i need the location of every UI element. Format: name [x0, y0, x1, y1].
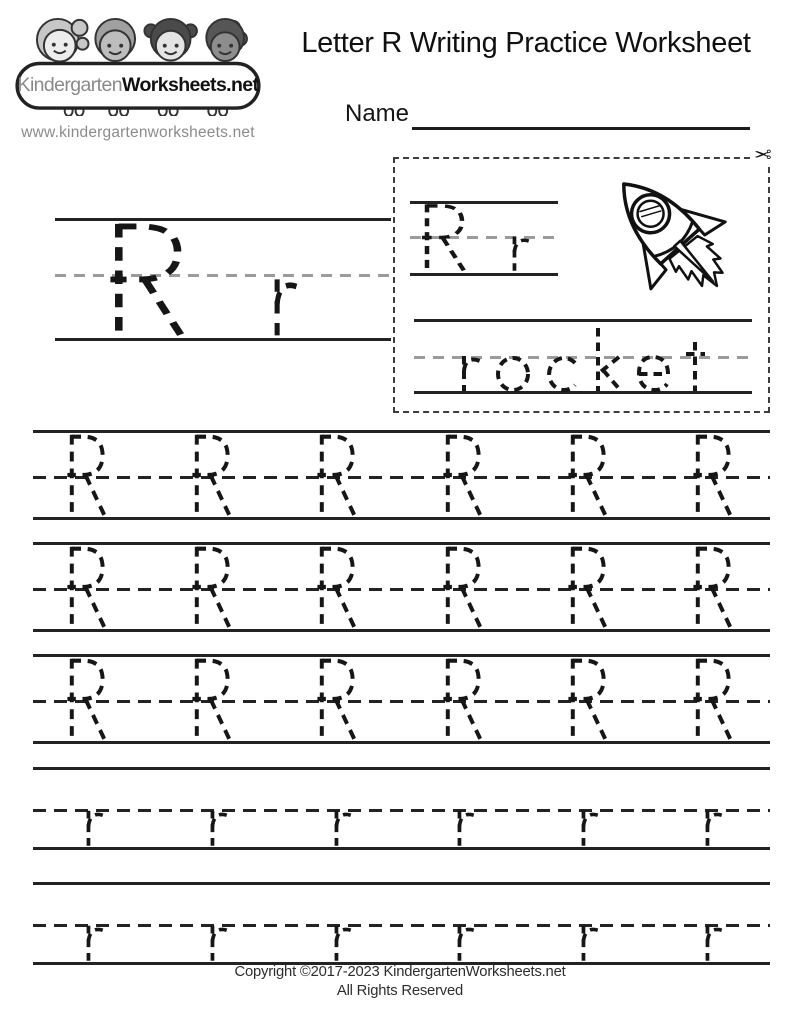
footer [0, 963, 800, 1000]
trace-letter-R [188, 544, 232, 630]
trace-letter-R [689, 544, 733, 630]
page-title: Letter R Writing Practice Worksheet [301, 27, 751, 59]
trace-letter-r [329, 923, 357, 963]
trace-letters [33, 882, 770, 965]
trace-letter-R [439, 544, 483, 630]
display-letter-r [507, 234, 535, 273]
trace-letter-r [576, 808, 604, 848]
guide-base-line [410, 273, 558, 276]
practice-row-uppercase [33, 654, 770, 744]
practice-row-lowercase [33, 767, 770, 850]
display-letter-R [417, 202, 467, 273]
site-logo [14, 12, 262, 116]
rights-text: All Rights Reserved [336, 982, 464, 999]
name-write-line [412, 127, 750, 130]
trace-word-rocket [414, 319, 752, 393]
display-letter-r [267, 275, 305, 339]
trace-letters [33, 430, 770, 520]
example-word-guides [414, 319, 752, 393]
trace-letter-R [313, 432, 357, 518]
trace-letter-r [205, 923, 233, 963]
trace-letter-r [576, 923, 604, 963]
display-letter-R [102, 220, 186, 339]
word-letter-c [543, 353, 579, 393]
example-lowercase-slot [507, 234, 535, 273]
trace-letter-R [564, 432, 608, 518]
trace-letters [33, 654, 770, 744]
scissors-icon: ✂ [754, 144, 772, 167]
trace-letter-R [439, 432, 483, 518]
trace-letter-R [63, 656, 107, 742]
cutout-example-box [393, 144, 772, 413]
word-letter-r [457, 353, 483, 393]
logo-text-kindergarten: Kindergarten [17, 73, 122, 96]
rocket-illustration [586, 162, 766, 322]
word-letter-o [494, 353, 532, 393]
trace-letter-r [81, 808, 109, 848]
logo-wordmark [14, 63, 262, 107]
example-letter-guides [410, 201, 558, 275]
trace-letter-R [313, 544, 357, 630]
trace-letter-r [329, 808, 357, 848]
example-uppercase-slot [417, 202, 467, 273]
trace-letter-R [188, 656, 232, 742]
display-lowercase-slot [267, 275, 305, 339]
word-letter-k [590, 326, 624, 393]
trace-letter-R [564, 544, 608, 630]
trace-letter-r [700, 808, 728, 848]
display-uppercase-slot [102, 220, 186, 339]
trace-letter-R [689, 432, 733, 518]
trace-letter-R [63, 432, 107, 518]
logo-text-worksheets: Worksheets.net [122, 73, 259, 96]
trace-letter-R [63, 544, 107, 630]
trace-letters [33, 767, 770, 850]
website-url: www.kindergartenworksheets.net [21, 124, 255, 141]
trace-letter-R [313, 656, 357, 742]
trace-letters [33, 542, 770, 632]
trace-letter-R [188, 432, 232, 518]
practice-row-uppercase [33, 542, 770, 632]
trace-letter-r [452, 923, 480, 963]
trace-letter-R [564, 656, 608, 742]
name-label: Name [345, 100, 410, 127]
copyright-text: Copyright ©2017-2023 KindergartenWorksheets.net [234, 964, 566, 980]
practice-row-lowercase [33, 882, 770, 965]
trace-letter-r [700, 923, 728, 963]
trace-letter-R [439, 656, 483, 742]
trace-letter-r [81, 923, 109, 963]
trace-letter-R [689, 656, 733, 742]
word-letter-t [684, 340, 710, 393]
word-letter-e [635, 353, 673, 393]
trace-letter-r [452, 808, 480, 848]
big-letter-display [55, 218, 391, 341]
trace-letter-r [205, 808, 233, 848]
practice-row-uppercase [33, 430, 770, 520]
